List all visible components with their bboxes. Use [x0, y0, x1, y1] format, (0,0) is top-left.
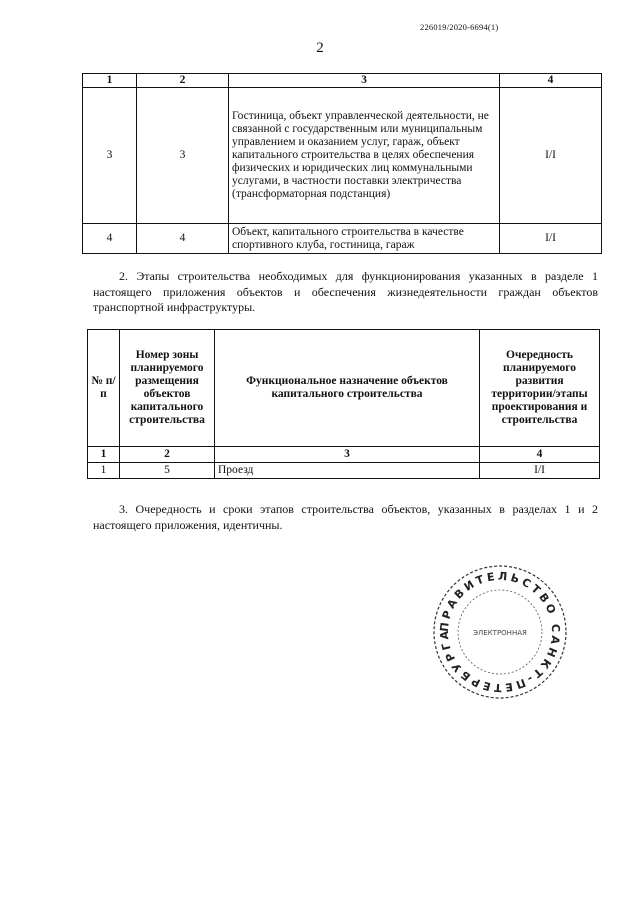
column-header: № п/п — [88, 330, 120, 447]
transport-table — [87, 329, 600, 479]
stamp-ring-text: ПРАВИТЕЛЬСТВО САНКТ-ПЕТЕРБУРГА — [437, 569, 563, 695]
document-number: 226019/2020-6694(1) — [420, 22, 499, 32]
table-cell: 5 — [120, 463, 215, 479]
table-number-row — [88, 447, 600, 463]
table-header-cell: 3 — [215, 447, 480, 463]
table-cell: 4 — [83, 224, 137, 254]
table-cell: I/I — [480, 463, 600, 479]
page-number: 2 — [316, 40, 324, 56]
table-cell: 3 — [137, 88, 229, 224]
official-stamp — [430, 562, 570, 702]
table-header-cell: 1 — [88, 447, 120, 463]
table-header-cell: 4 — [500, 74, 602, 88]
table-header-cell: 3 — [229, 74, 500, 88]
table-header-cell: 4 — [480, 447, 600, 463]
stamp-center-text: ЭЛЕКТРОННАЯ — [473, 629, 527, 637]
table-cell: 1 — [88, 463, 120, 479]
column-header: Функциональное назначение объектов капитального строительства — [215, 330, 480, 447]
table-header-cell: 1 — [83, 74, 137, 88]
table-cell: I/I — [500, 224, 602, 254]
table-cell: Гостиница, объект управленческой деятельности, не связанной с государственным или муниципальным управлением и оказанием услуг, гараж, объект капитального строительства в целях обеспечения физических и юридических лиц коммунальными услугами, в частности поставки электричества (трансформаторная подстанция) — [229, 88, 500, 224]
table-row — [88, 463, 600, 479]
zones-table — [82, 73, 602, 254]
paragraph-2: 2. Этапы строительства необходимых для функционирования указанных в разделе 1 настоящего приложения объектов и обеспечения жизнедеятельности граждан объектов транспортной инфраструктуры. — [93, 269, 598, 314]
table-cell: I/I — [500, 88, 602, 224]
table-header-cell: 2 — [120, 447, 215, 463]
column-header: Номер зоны планируемого размещения объектов капитального строительства — [120, 330, 215, 447]
column-header: Очередность планируемого развития территории/этапы проектирования и строительства — [480, 330, 600, 447]
paragraph-3: 3. Очередность и сроки этапов строительства объектов, указанных в разделах 1 и 2 настоящего приложения, идентичны. — [93, 502, 598, 532]
table-header-cell: 2 — [137, 74, 229, 88]
table-row — [83, 224, 602, 254]
table-row — [83, 88, 602, 224]
table-header-row — [83, 74, 602, 88]
table-cell: 3 — [83, 88, 137, 224]
table-header-row — [88, 330, 600, 447]
table-cell: 4 — [137, 224, 229, 254]
table-cell: Проезд — [215, 463, 480, 479]
table-cell: Объект, капитального строительства в качестве спортивного клуба, гостиница, гараж — [229, 224, 500, 254]
